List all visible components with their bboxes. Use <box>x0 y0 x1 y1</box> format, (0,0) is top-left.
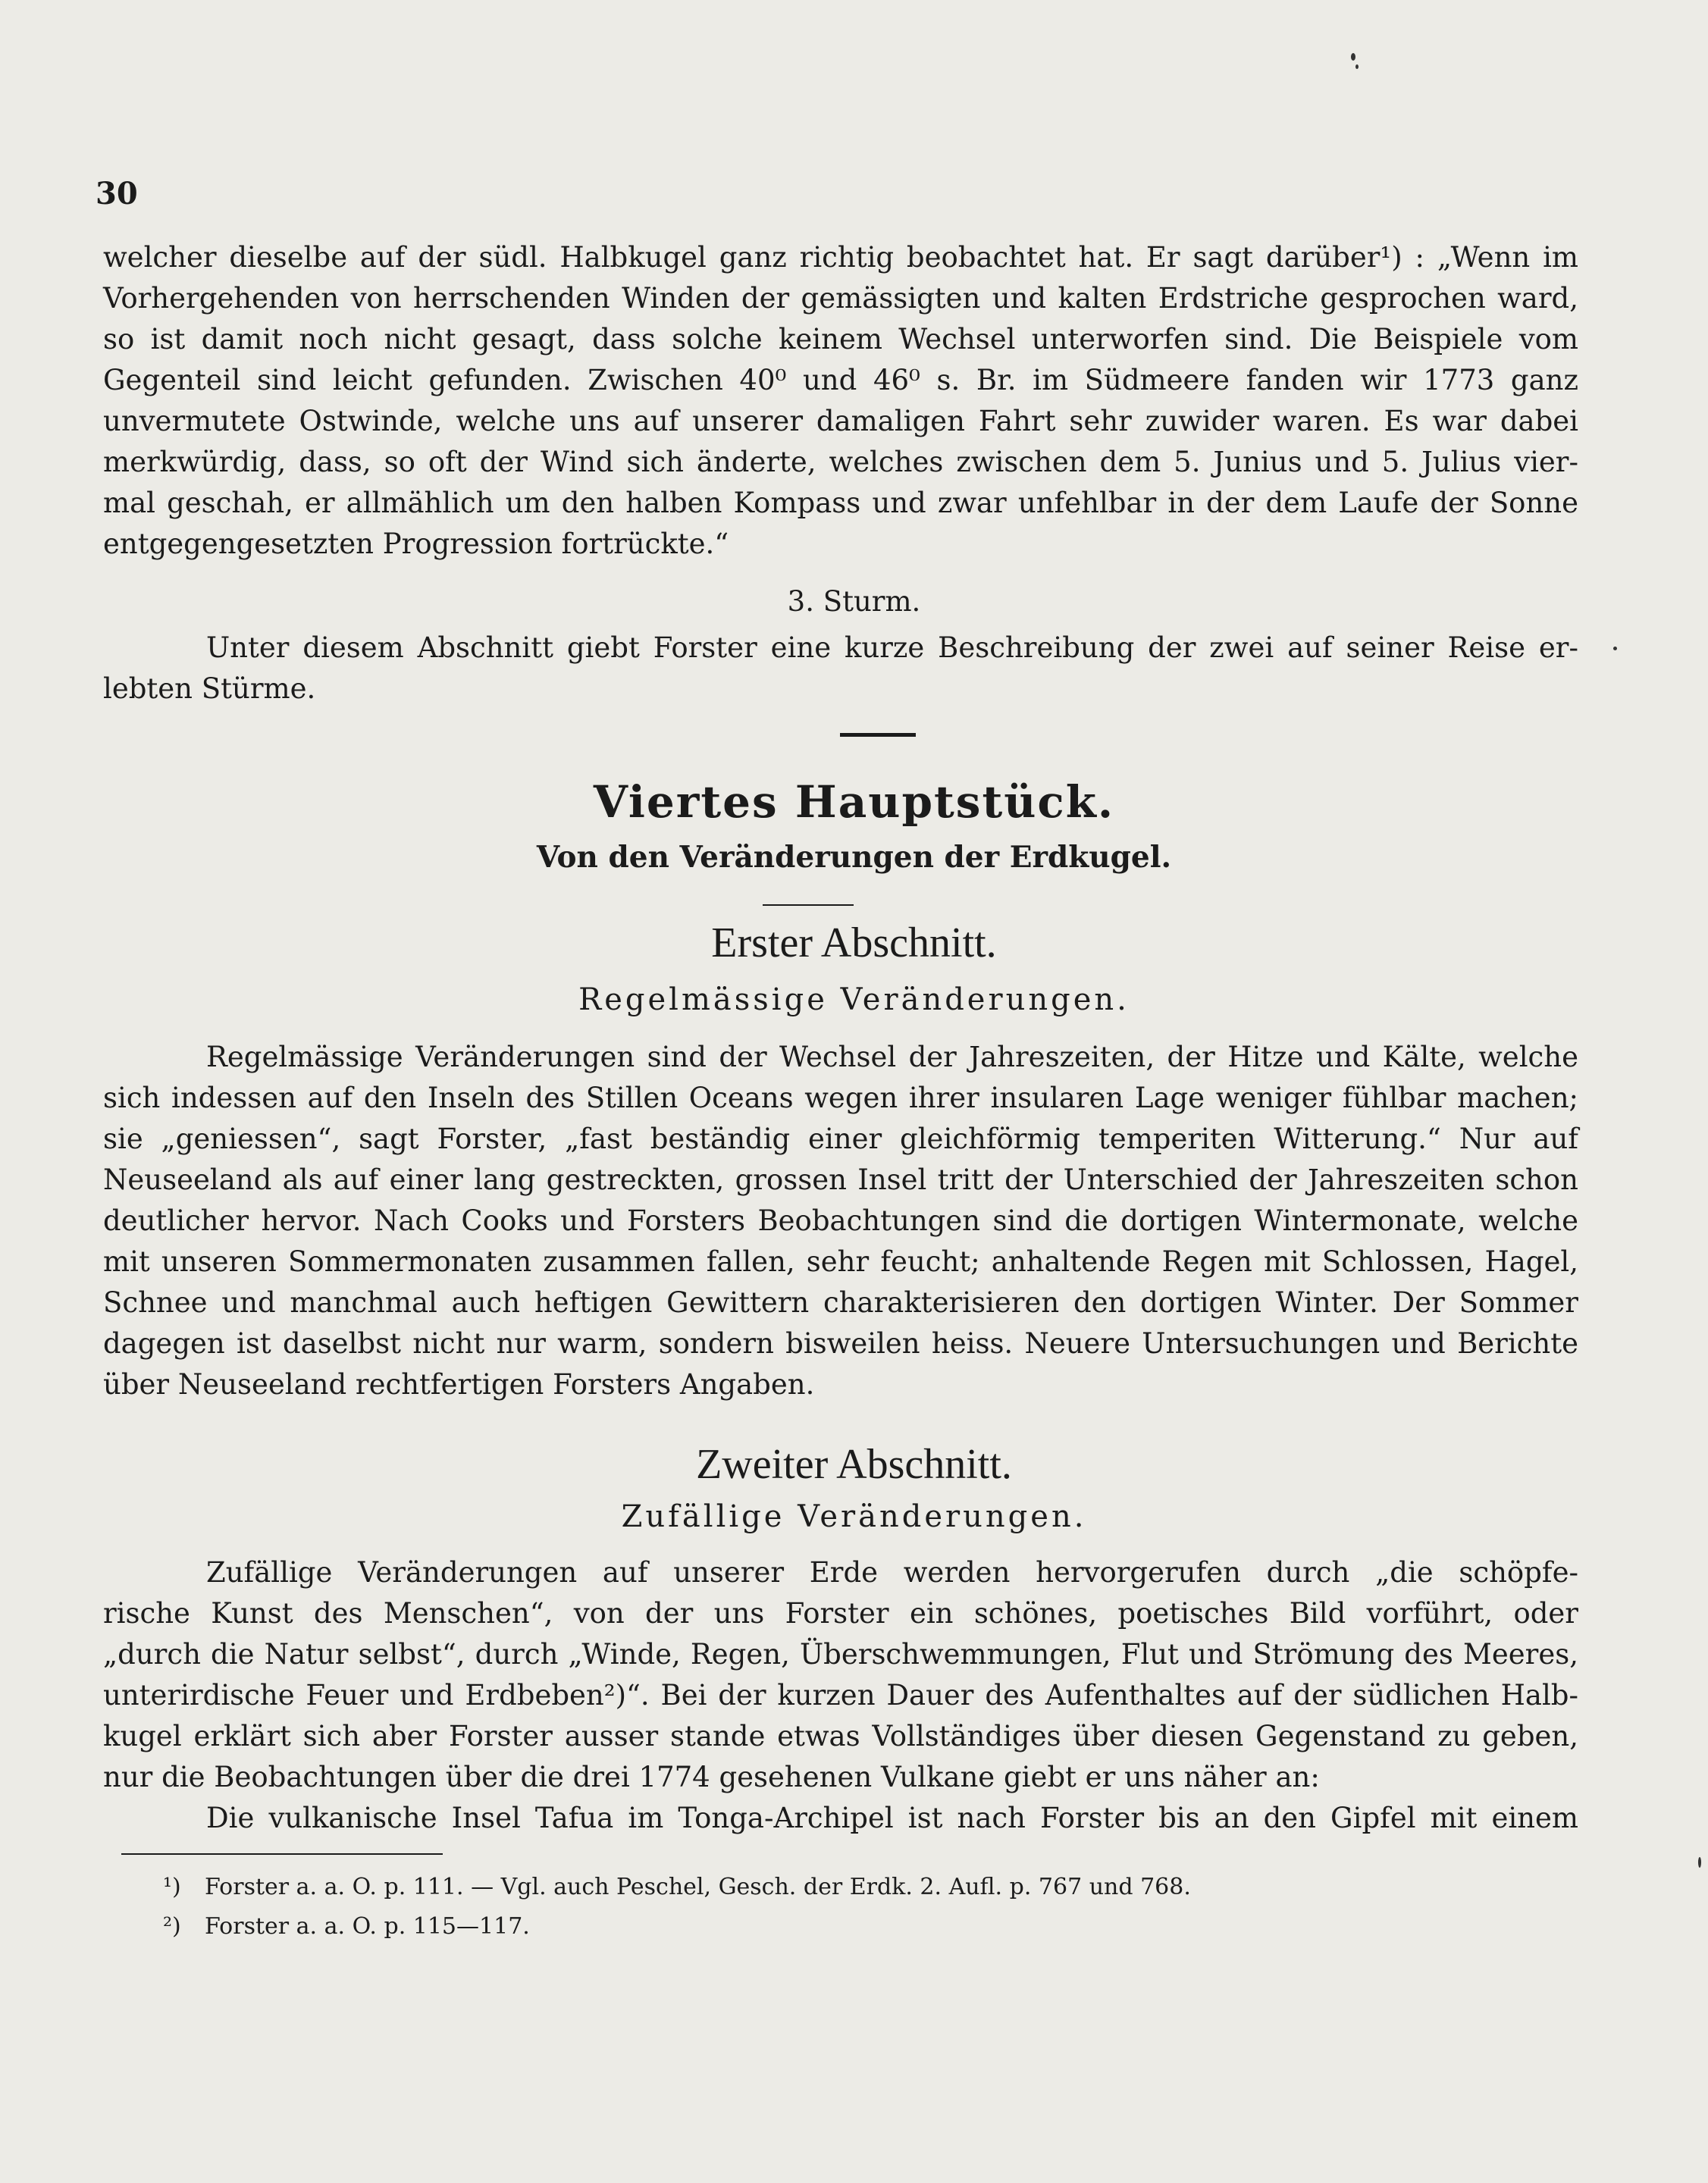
footnote-mark: ²) <box>163 1913 181 1940</box>
text-line: Gegenteil sind leicht gefunden. Zwischen 40⁰ und 46⁰ s. Br. im Südmeere fanden wir 1773 ganz <box>103 364 1578 396</box>
text-line: über Neuseeland rechtfertigen Forsters Angaben. <box>103 1368 815 1401</box>
text-line: Regelmässige Veränderungen sind der Wechsel der Jahreszeiten, der Hitze und Kälte, welche <box>206 1041 1578 1073</box>
footnote-text: Forster a. a. O. p. 115—117. <box>205 1913 530 1940</box>
text-line: welcher dieselbe auf der südl. Halbkugel ganz richtig beobachtet hat. Er sagt darüber¹) : „Wenn im <box>103 241 1578 274</box>
sturm-heading: 3. Sturm. <box>787 585 921 618</box>
paragraph-tafua <box>103 1798 1578 1839</box>
text-line: so ist damit noch nicht gesagt, dass solche keinem Wechsel unterworfen sind. Die Beispiele vom <box>103 323 1578 355</box>
divider-rule <box>840 733 916 737</box>
text-line: kugel erklärt sich aber Forster ausser stande etwas Vollständiges über diesen Gegenstand zu geben, <box>103 1720 1578 1752</box>
text-line: rische Kunst des Menschen“, von der uns Forster ein schönes, poetisches Bild vorführt, oder <box>103 1597 1578 1630</box>
text-line: dagegen ist daselbst nicht nur warm, sondern bisweilen heiss. Neuere Untersuchungen und Berichte <box>103 1327 1578 1360</box>
text-line: mal geschah, er allmählich um den halben Kompass und zwar unfehlbar in der dem Laufe der Sonne <box>103 487 1578 519</box>
text-line: merkwürdig, dass, so oft der Wind sich änderte, welches zwischen dem 5. Junius und 5. Julius vier- <box>103 446 1578 478</box>
text-line: Die vulkanische Insel Tafua im Tonga-Archipel ist nach Forster bis an den Gipfel mit einem <box>206 1802 1578 1834</box>
footnote-1 <box>163 1872 1191 1903</box>
section-1-title: Erster Abschnitt. <box>711 919 997 966</box>
text-line: lebten Stürme. <box>103 672 316 705</box>
text-line: nur die Beobachtungen über die drei 1774 gesehenen Vulkane giebt er uns näher an: <box>103 1761 1320 1793</box>
paragraph-random-changes <box>103 1552 1578 1798</box>
paragraph-forster-quote <box>103 237 1578 565</box>
text-line: entgegengesetzten Progression fortrückte.“ <box>103 528 729 560</box>
footnote-text: Forster a. a. O. p. 111. — Vgl. auch Peschel, Gesch. der Erdk. 2. Aufl. p. 767 und 768. <box>205 1874 1191 1900</box>
text-line: sie „geniessen“, sagt Forster, „fast beständig einer gleichförmig temperiten Witterung.“ Nur auf <box>103 1123 1578 1155</box>
text-line: Vorhergehenden von herrschenden Winden der gemässigten und kalten Erdstriche gesprochen ward, <box>103 282 1578 315</box>
footnote-mark: ¹) <box>163 1874 181 1900</box>
section-1-subtitle: Regelmässige Veränderungen. <box>578 982 1130 1017</box>
footnote-rule <box>121 1853 443 1855</box>
scan-speck <box>1355 64 1359 69</box>
text-line: mit unseren Sommermonaten zusammen fallen, sehr feucht; anhaltende Regen mit Schlossen, Hagel, <box>103 1245 1578 1278</box>
text-line: deutlicher hervor. Nach Cooks und Forsters Beobachtungen sind die dortigen Wintermonate, welche <box>103 1204 1578 1237</box>
chapter-subtitle: Von den Veränderungen der Erdkugel. <box>536 840 1172 875</box>
chapter-title: Viertes Hauptstück. <box>593 776 1115 828</box>
text-line: Zufällige Veränderungen auf unserer Erde werden hervorgerufen durch „die schöpfe- <box>206 1556 1578 1589</box>
text-line: unterirdische Feuer und Erdbeben²)“. Bei der kurzen Dauer des Aufenthaltes auf der südlichen Halb- <box>103 1679 1578 1712</box>
paragraph-regular-changes <box>103 1037 1578 1405</box>
text-line: Neuseeland als auf einer lang gestreckten, grossen Insel tritt der Unterschied der Jahreszeiten schon <box>103 1164 1578 1196</box>
text-line: unvermutete Ostwinde, welche uns auf unserer damaligen Fahrt sehr zuwider waren. Es war dabei <box>103 405 1578 437</box>
footnote-2 <box>163 1912 530 1942</box>
text-line: Schnee und manchmal auch heftigen Gewittern charakterisieren den dortigen Winter. Der Sommer <box>103 1286 1578 1319</box>
paragraph-sturm <box>103 628 1578 709</box>
text-line: sich indessen auf den Inseln des Stillen Oceans wegen ihrer insularen Lage weniger fühlbar machen; <box>103 1082 1578 1114</box>
text-line: „durch die Natur selbst“, durch „Winde, Regen, Überschwemmungen, Flut und Strömung des Meeres, <box>103 1638 1578 1671</box>
page-number: 30 <box>96 176 138 211</box>
scan-speck <box>1351 53 1355 61</box>
section-2-title: Zweiter Abschnitt. <box>696 1441 1012 1488</box>
scan-speck <box>1698 1857 1701 1868</box>
text-line: Unter diesem Abschnitt giebt Forster eine kurze Beschreibung der zwei auf seiner Reise er- <box>206 631 1578 664</box>
section-2-subtitle: Zufällige Veränderungen. <box>621 1499 1087 1534</box>
scan-speck <box>1613 647 1617 650</box>
divider-rule <box>763 904 854 906</box>
